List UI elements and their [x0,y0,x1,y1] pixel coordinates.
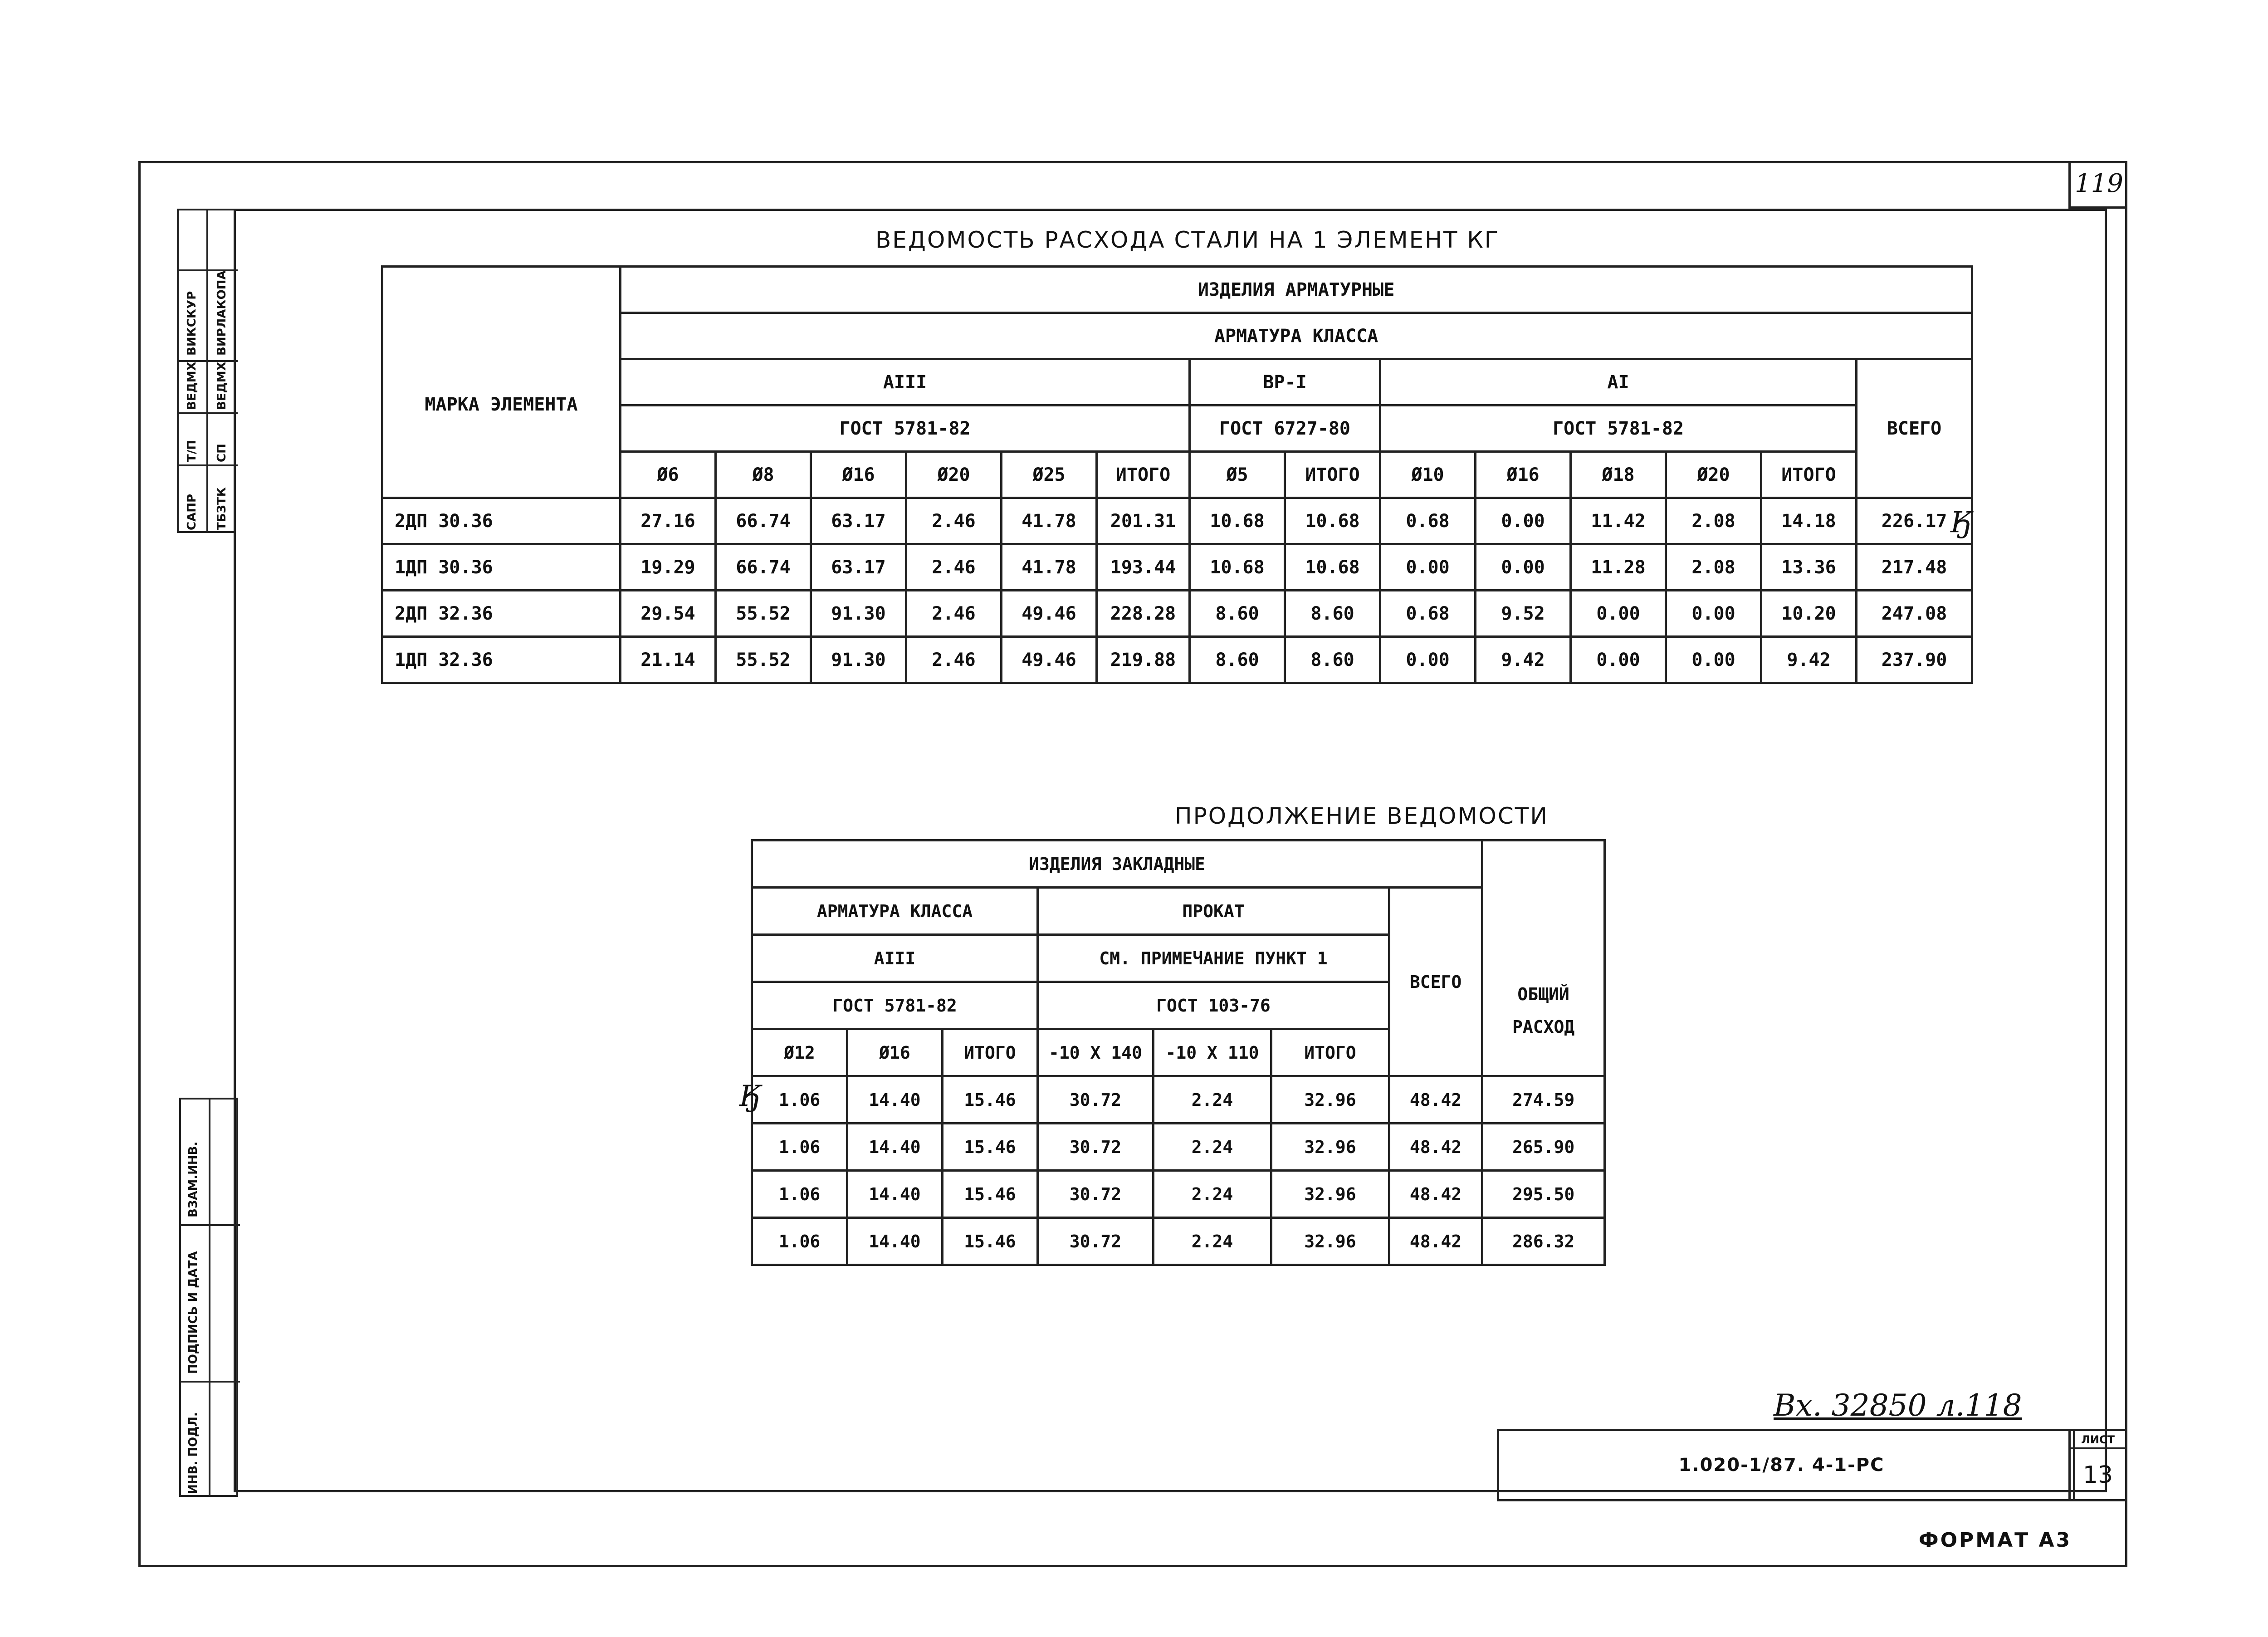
group-vp1: ВР-I [1190,359,1380,406]
header-total: ВСЕГО [1389,888,1482,1076]
table2-title: ПРОДОЛЖЕНИЕ ВЕДОМОСТИ [1175,803,1549,829]
element-mark-cell: 2ДП 32.36 [382,591,621,637]
sheet-corner-number: 119 [2068,161,2127,209]
value-cell: 247.08 [1857,591,1972,637]
value-cell: 66.74 [716,544,811,591]
note-cell: СМ. ПРИМЕЧАНИЕ ПУНКТ 1 [1038,935,1389,982]
subheader-cell: Ø5 [1190,452,1285,498]
value-cell: 15.46 [943,1218,1038,1265]
value-cell: 10.68 [1190,544,1285,591]
sheet-number: 13 [2082,1461,2113,1489]
value-cell: 2.46 [906,544,1002,591]
side-label: ТБЗТК [215,487,229,530]
subheader-cell: Ø25 [1002,452,1097,498]
value-cell: 11.42 [1571,498,1666,544]
value-cell: 8.60 [1190,591,1285,637]
document-code: 1.020-1/87. 4-1-РС [1678,1455,1885,1476]
value-cell: 228.28 [1097,591,1190,637]
subheader-cell: Ø10 [1380,452,1476,498]
value-cell: 9.52 [1476,591,1571,637]
value-cell: 0.00 [1380,544,1476,591]
value-cell: 0.00 [1476,544,1571,591]
value-cell: 201.31 [1097,498,1190,544]
side-label: ВЕДМХ [215,362,229,410]
value-cell: 27.16 [621,498,716,544]
value-cell: 30.72 [1038,1124,1154,1171]
side-label: ИНВ. ПОДЛ. [186,1412,200,1494]
value-cell: 10.68 [1285,498,1380,544]
subheader-cell: -10 X 140 [1038,1029,1154,1076]
gost-rolled: ГОСТ 103-76 [1038,982,1389,1029]
value-cell: 49.46 [1002,591,1097,637]
value-cell: 91.30 [811,591,906,637]
value-cell: 217.48 [1857,544,1972,591]
correction-mark: Ӄ [1950,506,1972,539]
gost-a3: ГОСТ 5781-82 [752,982,1038,1029]
header-blank [382,267,621,313]
value-cell: 15.46 [943,1076,1038,1124]
group-a1: АI [1380,359,1857,406]
value-cell: 295.50 [1482,1171,1605,1218]
value-cell: 21.14 [621,637,716,683]
value-cell: 2.24 [1154,1171,1271,1218]
table-row [382,498,1972,544]
side-label: ВЗАМ.ИНВ. [186,1141,200,1217]
table-row [752,1076,1605,1124]
subheader-cell: Ø20 [906,452,1002,498]
value-cell: 8.60 [1285,591,1380,637]
value-cell: 48.42 [1389,1124,1482,1171]
value-cell: 30.72 [1038,1171,1154,1218]
value-cell: 226.17 [1857,498,1972,544]
value-cell: 63.17 [811,544,906,591]
header-products: ИЗДЕЛИЯ АРМАТУРНЫЕ [621,267,1972,313]
value-cell: 15.46 [943,1124,1038,1171]
value-cell: 0.00 [1666,637,1761,683]
header-total: ВСЕГО [1857,359,1972,498]
value-cell: 2.24 [1154,1076,1271,1124]
value-cell: 30.72 [1038,1218,1154,1265]
subheader-cell: Ø12 [752,1029,847,1076]
header-mark: МАРКА ЭЛЕМЕНТА [382,313,621,498]
table-row [382,544,1972,591]
value-cell: 41.78 [1002,544,1097,591]
approval-block-bottom [179,1098,238,1497]
value-cell: 29.54 [621,591,716,637]
value-cell: 265.90 [1482,1124,1605,1171]
value-cell: 13.36 [1761,544,1857,591]
value-cell: 0.00 [1380,637,1476,683]
value-cell: 0.68 [1380,591,1476,637]
value-cell: 2.24 [1154,1218,1271,1265]
value-cell: 9.42 [1476,637,1571,683]
side-label: СП [215,444,229,462]
value-cell: 0.00 [1476,498,1571,544]
element-mark-cell: 1ДП 30.36 [382,544,621,591]
side-label: ВЕДМХ [185,362,199,410]
value-cell: 8.60 [1285,637,1380,683]
value-cell: 286.32 [1482,1218,1605,1265]
side-label: ВИРЛАКОПА [215,270,229,356]
value-cell: 14.40 [847,1218,943,1265]
value-cell: 30.72 [1038,1076,1154,1124]
value-cell: 14.18 [1761,498,1857,544]
value-cell: 32.96 [1271,1218,1389,1265]
gost-vp1: ГОСТ 6727-80 [1190,406,1380,452]
table-row [382,591,1972,637]
value-cell: 19.29 [621,544,716,591]
value-cell: 63.17 [811,498,906,544]
value-cell: 48.42 [1389,1076,1482,1124]
value-cell: 1.06 [752,1124,847,1171]
value-cell: 1.06 [752,1218,847,1265]
value-cell: 0.68 [1380,498,1476,544]
value-cell: 2.08 [1666,498,1761,544]
side-label: Т/П [185,440,199,462]
value-cell: 2.46 [906,498,1002,544]
subheader-cell: Ø16 [847,1029,943,1076]
value-cell: 274.59 [1482,1076,1605,1124]
value-cell: 32.96 [1271,1076,1389,1124]
value-cell: 11.28 [1571,544,1666,591]
value-cell: 237.90 [1857,637,1972,683]
element-mark-cell: 2ДП 30.36 [382,498,621,544]
value-cell: 48.42 [1389,1218,1482,1265]
gost-a1: ГОСТ 5781-82 [1380,406,1857,452]
table2-body [752,1076,1605,1265]
value-cell: 2.24 [1154,1124,1271,1171]
value-cell: 1.06 [752,1171,847,1218]
header-rolled: ПРОКАТ [1038,888,1389,935]
subheader-cell: -10 X 110 [1154,1029,1271,1076]
value-cell: 10.68 [1190,498,1285,544]
side-label: ВИКСКУР [185,291,199,356]
subheader-cell: Ø20 [1666,452,1761,498]
sheet-label: ЛИСТ [2071,1431,2125,1449]
table-row [382,637,1972,683]
correction-mark: Ӄ [739,1080,761,1113]
table-row [752,1218,1605,1265]
format-label: ФОРМАТ А3 [1919,1529,2072,1552]
value-cell: 14.40 [847,1171,943,1218]
embedded-items-table [751,839,1606,1266]
steel-consumption-table [381,265,1973,684]
subheader-cell: ИТОГО [1285,452,1380,498]
overall-label: ОБЩИЙ РАСХОД [1512,984,1575,1037]
value-cell: 55.52 [716,591,811,637]
value-cell: 0.00 [1571,637,1666,683]
gost-a3: ГОСТ 5781-82 [621,406,1190,452]
subheader-cell: ИТОГО [943,1029,1038,1076]
header-class: АРМАТУРА КЛАССА [752,888,1038,935]
value-cell: 32.96 [1271,1124,1389,1171]
group-a3: АIII [752,935,1038,982]
approval-block-top [177,209,236,533]
subheader-cell: ИТОГО [1271,1029,1389,1076]
value-cell: 0.00 [1571,591,1666,637]
value-cell: 10.68 [1285,544,1380,591]
value-cell: 8.60 [1190,637,1285,683]
value-cell: 41.78 [1002,498,1097,544]
subheader-cell: ИТОГО [1761,452,1857,498]
side-label: САПР [185,494,199,530]
value-cell: 2.08 [1666,544,1761,591]
subheader-cell: Ø16 [1476,452,1571,498]
value-cell: 32.96 [1271,1171,1389,1218]
table-row [752,1124,1605,1171]
value-cell: 0.00 [1666,591,1761,637]
subheader-cell: Ø18 [1571,452,1666,498]
value-cell: 1.06 [752,1076,847,1124]
value-cell: 66.74 [716,498,811,544]
value-cell: 2.46 [906,637,1002,683]
value-cell: 91.30 [811,637,906,683]
subheader-cell: Ø16 [811,452,906,498]
table1-body [382,498,1972,683]
value-cell: 219.88 [1097,637,1190,683]
value-cell: 55.52 [716,637,811,683]
value-cell: 49.46 [1002,637,1097,683]
header-overall [1482,840,1605,1076]
value-cell: 15.46 [943,1171,1038,1218]
table-row [752,1171,1605,1218]
group-a3: АIII [621,359,1190,406]
handwritten-registration: Вх. 32850 л.118 [1774,1388,2022,1423]
subheader-cell: Ø6 [621,452,716,498]
header-class: АРМАТУРА КЛАССА [621,313,1972,359]
value-cell: 14.40 [847,1076,943,1124]
value-cell: 14.40 [847,1124,943,1171]
value-cell: 9.42 [1761,637,1857,683]
element-mark-cell: 1ДП 32.36 [382,637,621,683]
value-cell: 2.46 [906,591,1002,637]
header-embedded: ИЗДЕЛИЯ ЗАКЛАДНЫЕ [752,840,1482,888]
subheader-cell: Ø8 [716,452,811,498]
side-label: ПОДПИСЬ И ДАТА [186,1251,200,1374]
value-cell: 48.42 [1389,1171,1482,1218]
table1-title: ВЕДОМОСТЬ РАСХОДА СТАЛИ НА 1 ЭЛЕМЕНТ КГ [875,227,1500,253]
value-cell: 193.44 [1097,544,1190,591]
value-cell: 10.20 [1761,591,1857,637]
subheader-cell: ИТОГО [1097,452,1190,498]
